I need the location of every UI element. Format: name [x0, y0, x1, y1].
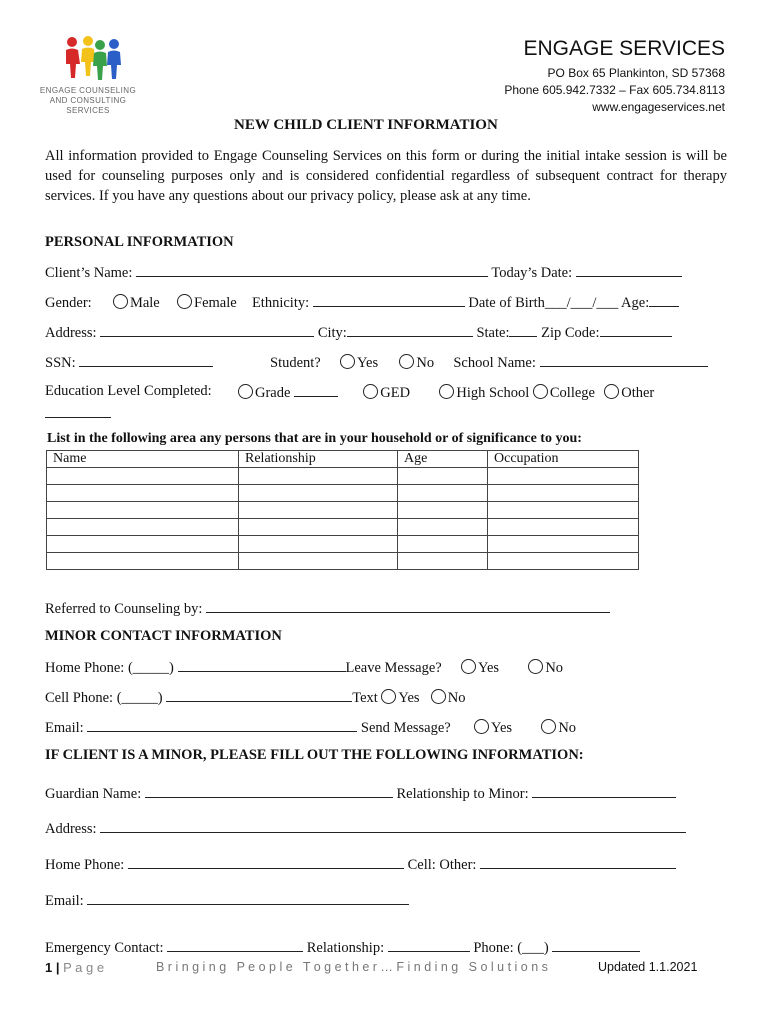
guardian-cell-other-field[interactable]	[480, 855, 676, 869]
cell-phone-field[interactable]	[166, 688, 352, 702]
footer-updated: Updated 1.1.2021	[598, 960, 698, 974]
education-row	[45, 383, 212, 400]
household-heading: List in the following area any persons that are in your household or of significance to you:	[47, 431, 582, 446]
send-message-label: Send Message?	[360, 720, 451, 736]
table-cell[interactable]	[488, 502, 639, 519]
high-school-label: High School	[456, 385, 530, 401]
guardian-address-row	[45, 819, 686, 838]
female-label: Female	[194, 295, 237, 311]
table-cell[interactable]	[398, 485, 488, 502]
footer-tagline: B r i n g i n g P e o p l e T o g e t h e r … F i n d i n g S o l u t i o n s	[156, 960, 548, 974]
table-cell[interactable]	[488, 536, 639, 553]
other-education-field[interactable]	[45, 404, 111, 418]
table-row	[47, 485, 639, 502]
education-label: Education Level Completed:	[45, 383, 212, 399]
relationship-to-minor-field[interactable]	[532, 784, 676, 798]
text-yes-radio[interactable]	[381, 689, 396, 704]
page-separator: |	[55, 960, 60, 975]
guardian-home-phone-field[interactable]	[128, 855, 404, 869]
guardian-email-label: Email:	[45, 893, 84, 909]
emergency-contact-field[interactable]	[167, 938, 303, 952]
guardian-address-label: Address:	[45, 821, 97, 837]
cell-phone-label: Cell Phone: (_____)	[45, 690, 163, 706]
other-radio[interactable]	[604, 384, 619, 399]
table-cell[interactable]	[488, 485, 639, 502]
table-cell[interactable]	[488, 519, 639, 536]
ssn-row	[45, 353, 213, 372]
leave-message-yes-label: Yes	[477, 660, 500, 676]
referred-label: Referred to Counseling by:	[45, 601, 203, 617]
zip-field[interactable]	[600, 323, 672, 337]
minor-email-label: Email:	[45, 720, 84, 736]
gender-row	[45, 293, 679, 312]
table-cell[interactable]	[47, 553, 239, 570]
table-cell[interactable]	[398, 536, 488, 553]
text-no-label: No	[447, 690, 466, 706]
dob-label[interactable]: Date of Birth___/___/___	[468, 295, 619, 311]
ssn-field[interactable]	[79, 353, 213, 367]
table-cell[interactable]	[239, 536, 398, 553]
page-word: P a g e	[63, 960, 105, 975]
emergency-phone-field[interactable]	[552, 938, 640, 952]
home-phone-field[interactable]	[178, 658, 346, 672]
todays-date-field[interactable]	[576, 263, 682, 277]
client-name-label: Client’s Name:	[45, 265, 133, 281]
table-cell[interactable]	[239, 502, 398, 519]
table-cell[interactable]	[47, 502, 239, 519]
intro-paragraph: All information provided to Engage Counseling Services on this form or during the initial intake session is will be used for counseling purposes only and is considered confidential regardless of subsequent contract for therapy services. If you have any questions about our privacy policy, please ask at any time.	[45, 148, 727, 204]
guardian-address-field[interactable]	[100, 819, 686, 833]
col-name: Name	[47, 451, 239, 468]
state-field[interactable]	[509, 323, 537, 337]
leave-message-yes-radio[interactable]	[461, 659, 476, 674]
minor-email-field[interactable]	[87, 718, 357, 732]
company-name: ENGAGE SERVICES	[523, 37, 725, 60]
client-name-field[interactable]	[136, 263, 488, 277]
address-label: Address:	[45, 325, 97, 341]
guardian-home-phone-label: Home Phone:	[45, 857, 125, 873]
personal-heading: PERSONAL INFORMATION	[45, 234, 234, 250]
leave-message-no-label: No	[545, 660, 564, 676]
table-row	[47, 553, 639, 570]
guardian-email-row	[45, 891, 409, 910]
emergency-relationship-label: Relationship:	[306, 940, 385, 956]
page-footer	[45, 960, 104, 975]
age-label: Age:	[621, 295, 650, 311]
student-yes-radio[interactable]	[340, 354, 355, 369]
table-cell[interactable]	[398, 519, 488, 536]
send-message-no-label: No	[558, 720, 577, 736]
minor-contact-heading: MINOR CONTACT INFORMATION	[45, 628, 282, 644]
company-phone-fax: Phone 605.942.7332 – Fax 605.734.8113	[504, 83, 725, 97]
referred-row	[45, 599, 610, 618]
high-school-radio[interactable]	[439, 384, 454, 399]
page-number: 1	[45, 960, 53, 975]
leave-message-no-radio[interactable]	[528, 659, 543, 674]
table-cell[interactable]	[47, 519, 239, 536]
home-phone-label: Home Phone: (_____)	[45, 660, 174, 676]
state-label: State:	[476, 325, 510, 341]
student-yes-label: Yes	[357, 355, 379, 371]
referred-field[interactable]	[206, 599, 610, 613]
emergency-phone-label: Phone: (___)	[473, 940, 549, 956]
student-no-label: No	[416, 355, 435, 371]
city-field[interactable]	[347, 323, 473, 337]
address-row	[45, 323, 672, 342]
table-row	[47, 502, 639, 519]
ssn-label: SSN:	[45, 355, 76, 371]
male-label: Male	[129, 295, 160, 311]
other-education-field-row	[45, 404, 111, 423]
address-field[interactable]	[100, 323, 314, 337]
table-cell[interactable]	[398, 553, 488, 570]
guardian-phone-row	[45, 855, 676, 874]
table-row	[47, 536, 639, 553]
table-cell[interactable]	[239, 553, 398, 570]
student-label: Student?	[270, 355, 321, 371]
student-no-radio[interactable]	[399, 354, 414, 369]
table-cell[interactable]	[239, 485, 398, 502]
ged-radio[interactable]	[363, 384, 378, 399]
col-relationship: Relationship	[239, 451, 398, 468]
guardian-email-field[interactable]	[87, 891, 409, 905]
other-label: Other	[621, 385, 655, 401]
send-message-yes-radio[interactable]	[474, 719, 489, 734]
logo-text-line-1: ENGAGE COUNSELING	[39, 86, 137, 95]
education-options	[238, 383, 654, 402]
table-cell[interactable]	[398, 502, 488, 519]
table-cell[interactable]	[398, 468, 488, 485]
guardian-name-label: Guardian Name:	[45, 786, 142, 802]
text-yes-label: Yes	[398, 690, 420, 706]
college-label: College	[549, 385, 595, 401]
guardian-name-row	[45, 784, 676, 803]
grade-label: Grade	[255, 385, 291, 401]
logo-text	[38, 86, 138, 116]
guardian-name-field[interactable]	[145, 784, 393, 798]
logo-text-line-2: AND CONSULTING	[49, 96, 127, 105]
col-occupation: Occupation	[488, 451, 639, 468]
college-radio[interactable]	[533, 384, 548, 399]
emergency-relationship-field[interactable]	[388, 938, 470, 952]
col-age: Age	[398, 451, 488, 468]
home-phone-row	[45, 658, 563, 677]
student-row	[270, 353, 708, 372]
ged-label: GED	[380, 385, 411, 401]
client-name-row	[45, 263, 682, 282]
grade-field[interactable]	[294, 383, 338, 397]
emergency-row	[45, 938, 640, 957]
table-cell[interactable]	[239, 468, 398, 485]
todays-date-label: Today’s Date:	[491, 265, 573, 281]
school-name-field[interactable]	[540, 353, 708, 367]
send-message-no-radio[interactable]	[541, 719, 556, 734]
table-row	[47, 519, 639, 536]
company-website: www.engageservices.net	[592, 100, 725, 114]
minor-email-row	[45, 718, 576, 737]
ethnicity-label: Ethnicity:	[251, 295, 310, 311]
people-logo-icon	[56, 34, 136, 82]
table-cell[interactable]	[47, 468, 239, 485]
table-cell[interactable]	[239, 519, 398, 536]
zip-label: Zip Code:	[541, 325, 600, 341]
leave-message-label: Leave Message?	[345, 660, 442, 676]
send-message-yes-label: Yes	[490, 720, 513, 736]
household-header-row	[47, 451, 639, 468]
age-field[interactable]	[649, 293, 679, 307]
relationship-to-minor-label: Relationship to Minor:	[396, 786, 529, 802]
logo-text-line-3: SERVICES	[66, 106, 110, 115]
table-row	[47, 468, 639, 485]
city-label: City:	[317, 325, 347, 341]
household-table	[46, 450, 639, 570]
company-address: PO Box 65 Plankinton, SD 57368	[547, 66, 725, 80]
ethnicity-field[interactable]	[313, 293, 465, 307]
guardian-cell-other-label: Cell: Other:	[407, 857, 477, 873]
form-title: NEW CHILD CLIENT INFORMATION	[234, 117, 498, 133]
emergency-contact-label: Emergency Contact:	[45, 940, 164, 956]
table-cell[interactable]	[47, 536, 239, 553]
school-name-label: School Name:	[453, 355, 536, 371]
female-radio[interactable]	[177, 294, 192, 309]
guardian-heading: IF CLIENT IS A MINOR, PLEASE FILL OUT THE FOLLOWING INFORMATION:	[45, 747, 584, 763]
table-cell[interactable]	[47, 485, 239, 502]
cell-phone-row	[45, 688, 466, 707]
text-label: Text	[352, 690, 378, 706]
text-no-radio[interactable]	[431, 689, 446, 704]
grade-radio[interactable]	[238, 384, 253, 399]
table-cell[interactable]	[488, 468, 639, 485]
gender-label: Gender:	[45, 295, 92, 311]
male-radio[interactable]	[113, 294, 128, 309]
table-cell[interactable]	[488, 553, 639, 570]
